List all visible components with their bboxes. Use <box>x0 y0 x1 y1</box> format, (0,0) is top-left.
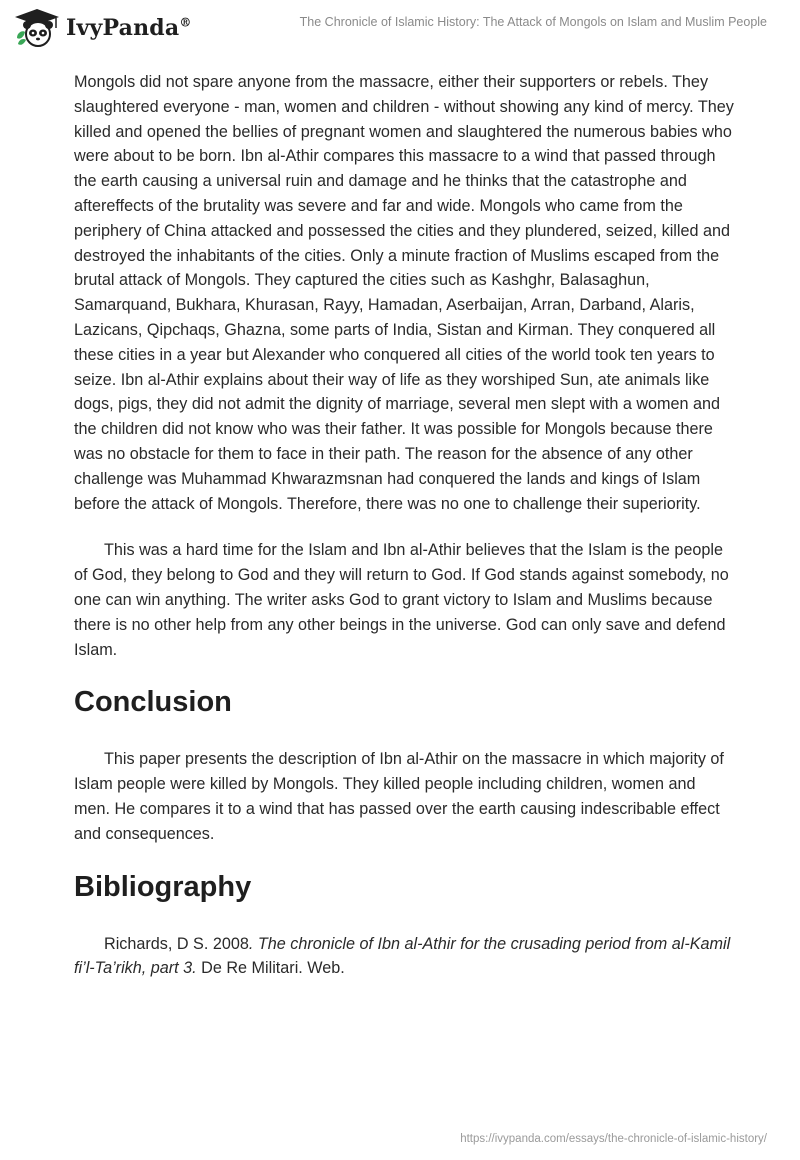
bib-publisher: De Re Militari. Web. <box>196 959 345 978</box>
body-paragraph-2: This was a hard time for the Islam and Ibn al-Athir believes that the Islam is the people of God, they belong to God and they will return to God. If God stands against somebody, no one can win anything. The writer asks God to grant victory to Islam and Muslims because there is no other help from any other beings in the universe. God can only save and defend Islam. <box>74 541 729 659</box>
conclusion-paragraph: This paper presents the description of Ibn al-Athir on the massacre in which majority of Islam people were killed by Mongols. They killed people including children, women and men. He compares it to a wind that has passed over the earth causing indescribable effect and consequences. <box>74 750 724 843</box>
bibliography-entry <box>74 932 734 982</box>
document-title: The Chronicle of Islamic History: The Attack of Mongols on Islam and Muslim People <box>299 15 767 29</box>
bib-dot: . <box>248 934 254 953</box>
conclusion-heading: Conclusion <box>74 686 232 719</box>
bib-title: The chronicle of Ibn al-Athir for the crusading period from al-Kamil fi’l-Ta’rikh, part 3. <box>74 934 731 978</box>
page-header <box>0 0 800 60</box>
bib-author: Richards, D S. 2008 <box>104 934 249 953</box>
bibliography-heading: Bibliography <box>74 870 252 903</box>
footer-url[interactable]: https://ivypanda.com/essays/the-chronicle-of-islamic-history/ <box>460 1133 767 1145</box>
panda-graduate-icon <box>14 8 60 48</box>
logo[interactable] <box>14 8 192 48</box>
body-paragraph-1: Mongols did not spare anyone from the massacre, either their supporters or rebels. They slaughtered everyone - man, women and children - without showing any kind of mercy. They killed and opened the bellies of pregnant women and slaughtered the numerous babies who were about to be born. Ibn al-Athir compares this massacre to a wind that passed through the earth causing a universal ruin and damage and he thinks that the catastrophe and aftereffects of the brutality was severe and far and wide. Mongols who came from the periphery of China attacked and possessed the cities and they plundered, seized, killed and destroyed the inhabitants of the cities. Only a minute fraction of Muslims escaped from the brutal attack of Mongols. They captured the cities such as Kashghr, Balasaghun, Samarquand, Bukhara, Khurasan, Rayy, Hamadan, Aserbaijan, Arran, Darband, Alaris, Lazicans, Qipchaqs, Ghazna, some parts of India, Sistan and Kirman. They conquered all these cities in a year but Alexander who conquered all cities of the world took ten years to seize. Ibn al-Athir explains about their way of life as they worshiped Sun, ate animals like dogs, pigs, they did not admit the dignity of marriage, several men slept with a women and the children did not know who was their father. It was possible for Mongols because there was no obstacle for them to face in their path. The reason for the absence of any other challenge was Muhammad Khwarazmsnan had conquered the lands and kings of Islam before the attack of Mongols. Therefore, there was no one to challenge their superiority. <box>74 73 734 513</box>
logo-text: IvyPanda® <box>66 15 192 41</box>
essay-content <box>74 70 734 981</box>
